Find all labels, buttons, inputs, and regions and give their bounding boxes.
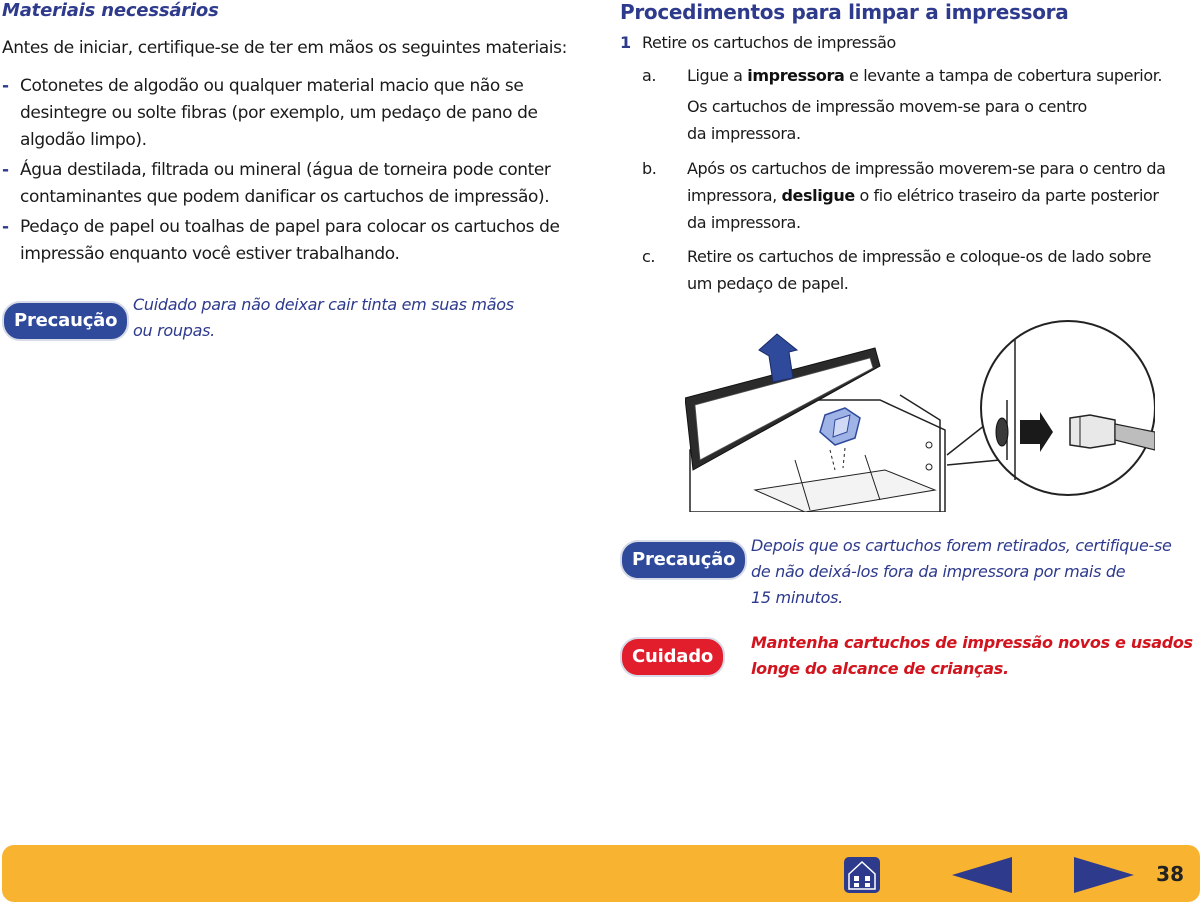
procedure-heading: Procedimentos para limpar a impressora xyxy=(620,0,1069,24)
substep-a: a. Ligue a impressora e levante a tampa de cobertura superior. xyxy=(642,66,1163,85)
warning-note: Mantenha cartuchos de impressão novos e usados longe do alcance de crianças. xyxy=(751,633,1193,678)
caution-badge: Precaução xyxy=(2,301,129,341)
lift-arrow-icon xyxy=(759,334,797,382)
materials-list xyxy=(2,73,587,271)
prev-arrow-icon[interactable] xyxy=(950,855,1016,895)
materials-heading: Materiais necessários xyxy=(2,0,219,21)
power-socket-icon xyxy=(996,418,1008,446)
next-arrow-icon[interactable] xyxy=(1070,855,1136,895)
list-item: - Água destilada, filtrada ou mineral (água de torneira pode conter contaminantes que podem danificar os cartuchos de impressão). xyxy=(2,160,551,207)
list-item: - Cotonetes de algodão ou qualquer material macio que não se desintegre ou solte fibras (por exemplo, um pedaço de pano de algodão limpo). xyxy=(2,76,538,150)
caution-note: Cuidado para não deixar cair tinta em suas mãos ou roupas. xyxy=(133,295,514,340)
page-number: 38 xyxy=(1156,862,1184,886)
substep-c: c. Retire os cartuchos de impressão e coloque-os de lado sobre um pedaço de papel. xyxy=(642,247,1152,293)
footer-bar xyxy=(2,845,1200,902)
materials-intro: Antes de iniciar, certifique-se de ter em mãos os seguintes materiais: xyxy=(2,38,567,58)
caution-note: Depois que os cartuchos forem retirados, certifique-se de não deixá-los fora da impressora por mais de 15 minutos. xyxy=(751,536,1172,607)
substep-b: b. Após os cartuchos de impressão moverem-se para o centro da impressora, desligue o fio elétrico traseiro da parte posterior da impressora. xyxy=(642,159,1166,232)
list-item: - Pedaço de papel ou toalhas de papel para colocar os cartuchos de impressão enquanto você estiver trabalhando. xyxy=(2,217,560,264)
step-1: 1 Retire os cartuchos de impressão xyxy=(620,33,896,52)
printer-illustration xyxy=(685,320,1155,512)
caution-badge: Precaução xyxy=(620,540,747,580)
substep-a-note: Os cartuchos de impressão movem-se para o centro da impressora. xyxy=(687,97,1087,143)
home-icon[interactable] xyxy=(843,856,881,894)
warning-badge: Cuidado xyxy=(620,637,725,677)
